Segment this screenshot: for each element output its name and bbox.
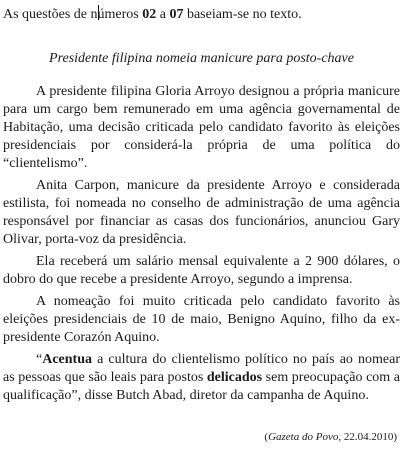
paragraph-1-text: A presidente filipina Gloria Arroyo designou a própria manicure para um cargo bem remunerado em uma agência governamental de Habitação, uma decisão criticada pelo candidato favorito às eleições presidenciais por considerá-la própria de uma política do “clientelismo”. [3,84,400,171]
paragraph-3 [3,253,400,289]
paragraph-2 [3,177,400,249]
article-body [3,83,400,405]
paragraph-5-end: sem preocupação com a qualificação”, disse Butch Abad, diretor da campanha de Aquino. [3,370,400,403]
paragraph-1 [3,83,400,173]
article-title: Presidente filipina nomeia manicure para posto-chave [49,51,354,66]
bold-word-acentua: Acentua [42,352,92,367]
paragraph-4 [3,293,400,347]
source-open: ( [264,431,269,443]
quote-open: “ [36,352,43,367]
source-name: Gazeta do Povo [268,431,339,443]
intro-number-end: 07 [169,7,184,22]
paragraph-4-text: A nomeação foi muito criticada pelo candidato favorito às eleições presidenciais de 10 de maio, Benigno Aquino, filho da ex-presidente Corazón Aquino. [3,294,400,345]
paragraph-5-middle: a cultura do clientelismo político no país ao nomear as pessoas que são leais para postos [3,352,400,385]
intro-prefix: As questões de n [3,7,98,22]
source-citation [264,430,397,444]
intro-suffix: baseiam-se no texto. [183,7,302,22]
paragraph-2-text: Anita Carpon, manicure da presidente Arroyo e considerada estilista, foi nomeada no conselho de administração de uma agência responsável por financiar as casas dos funcionários, anunciou Gary Olivar, porta-voz da presidência. [3,178,400,247]
paragraph-3-text: Ela receberá um salário mensal equivalente a 2 900 dólares, o dobro do que recebe a presidente Arroyo, segundo a imprensa. [3,254,400,287]
bold-word-delicados: delicados [206,370,263,385]
intro-number-start: 02 [142,7,157,22]
intro-middle: úmeros [97,7,143,22]
intro-line [3,5,302,24]
source-date: , 22.04.2010) [338,431,397,443]
paragraph-5 [3,351,400,405]
intro-connector: a [156,7,170,22]
